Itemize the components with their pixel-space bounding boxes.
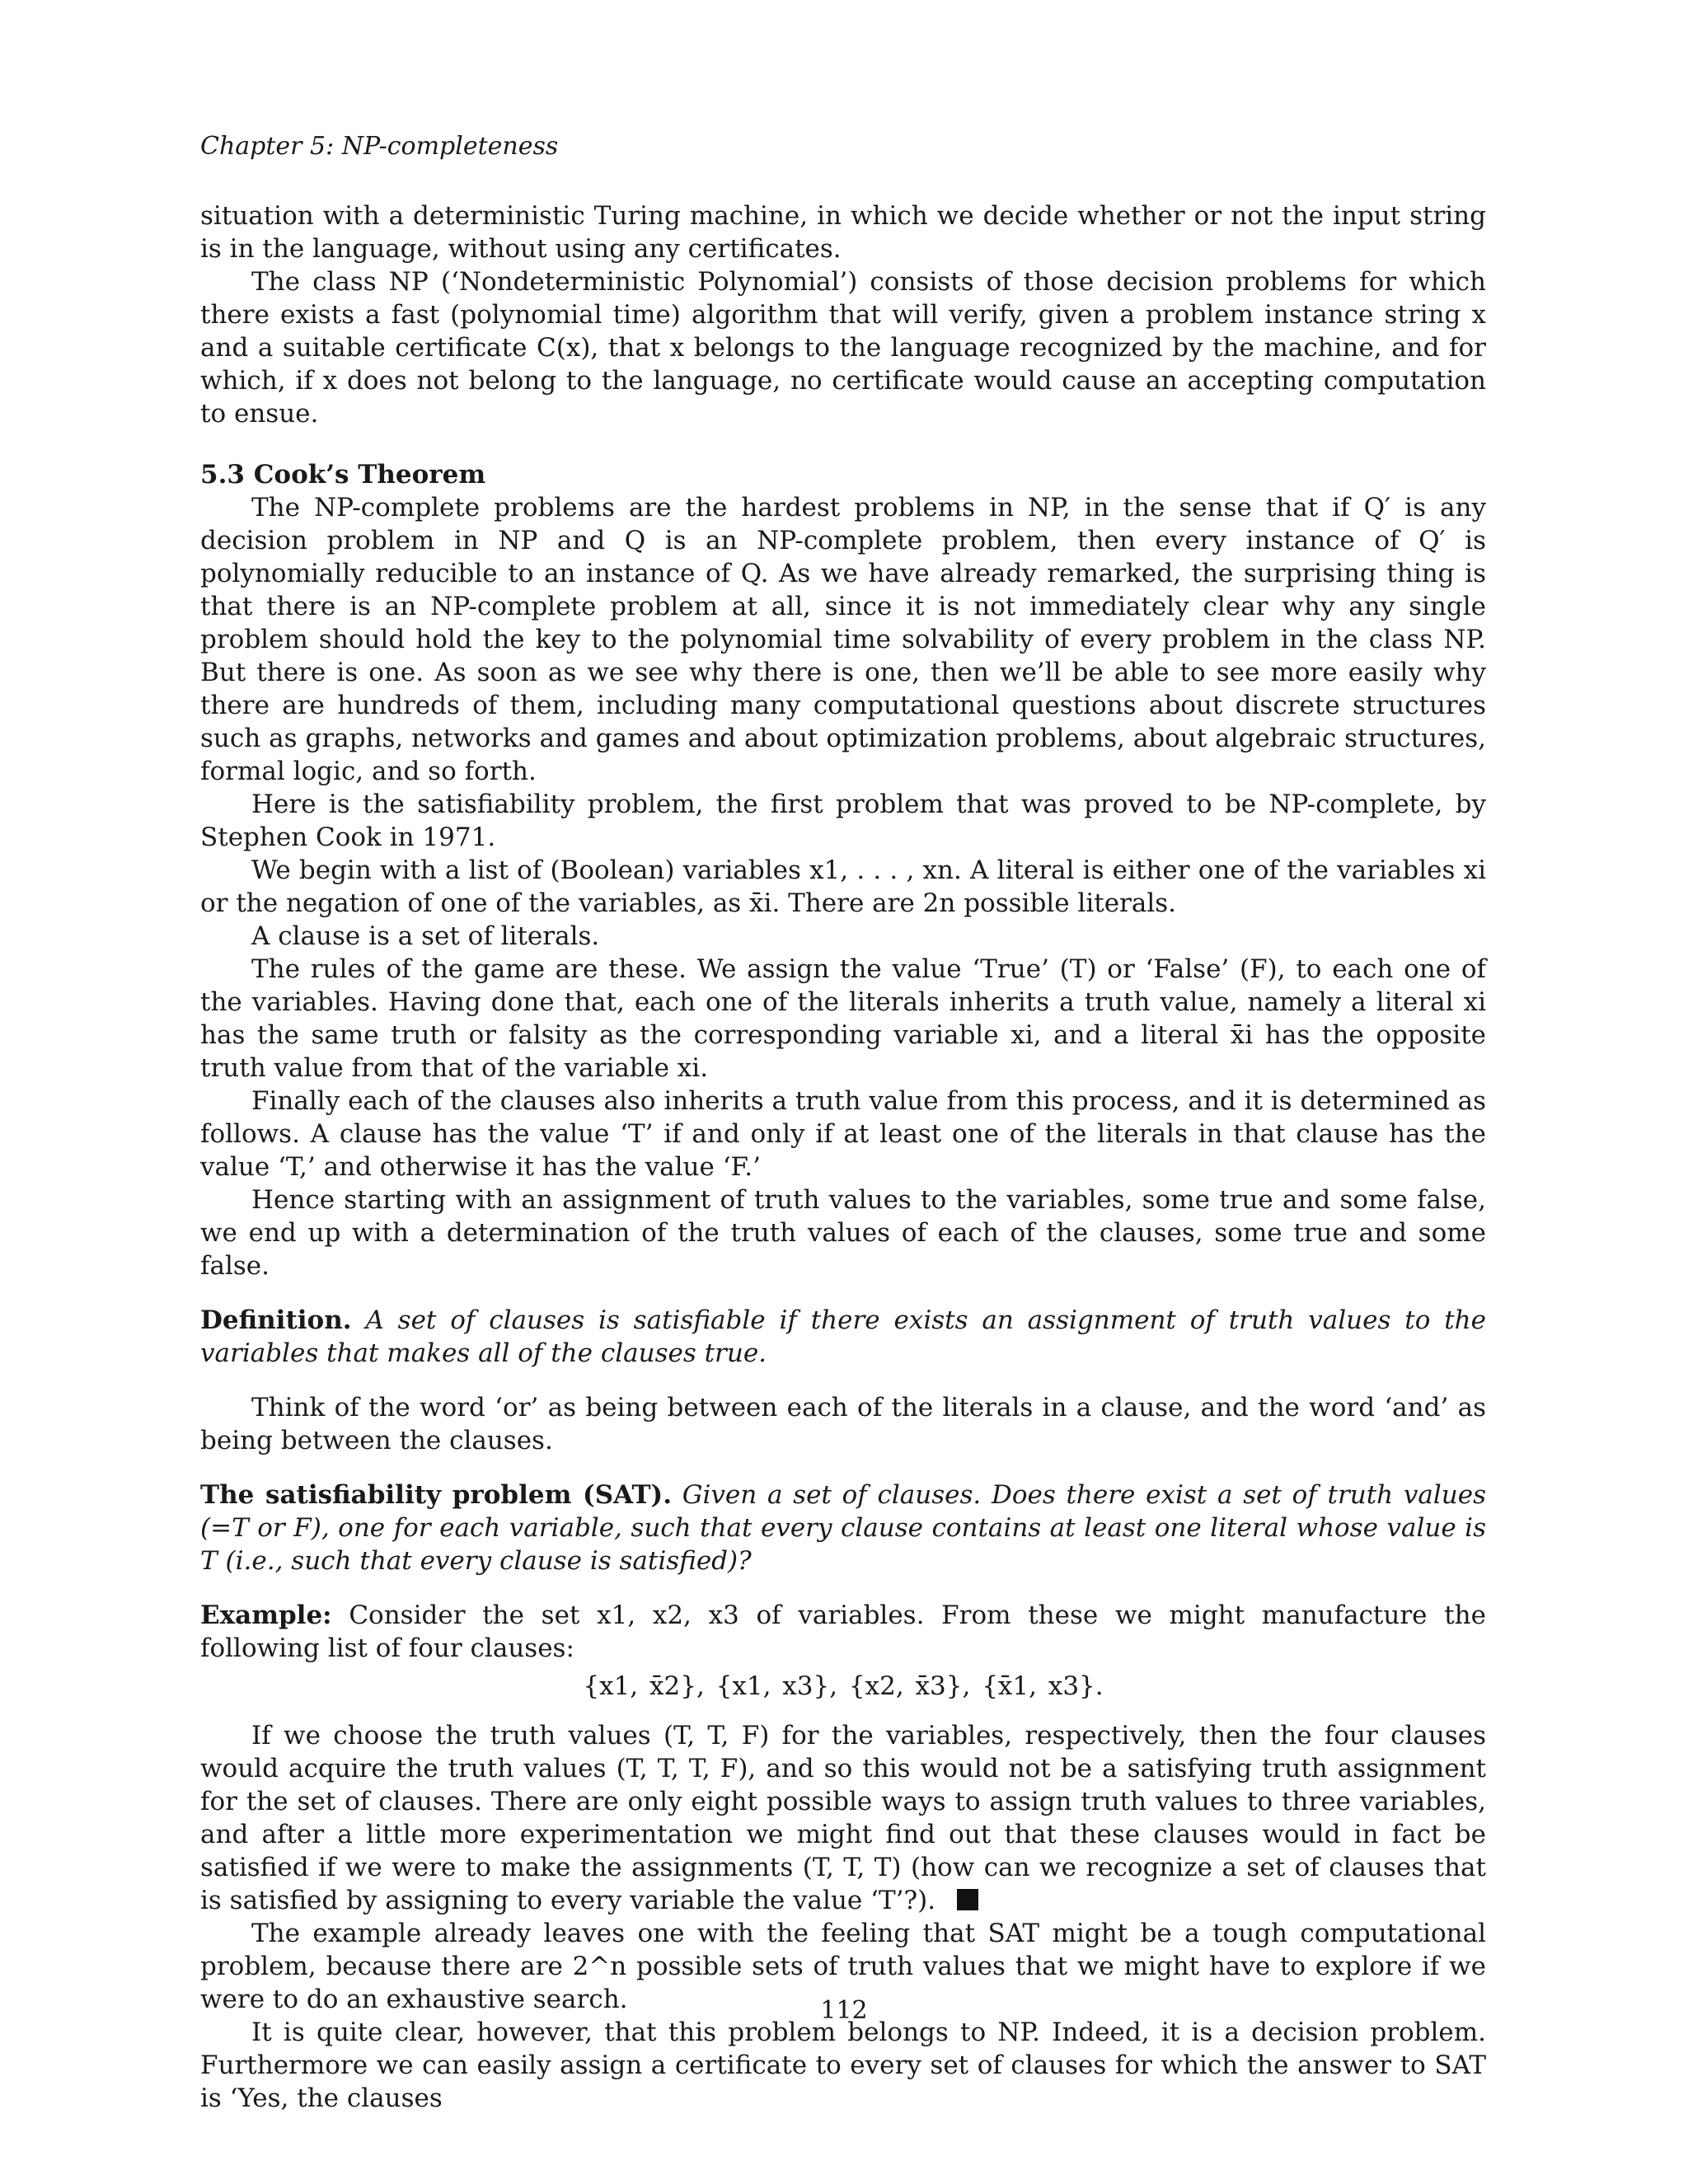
paragraph: We begin with a list of (Boolean) variables x1, . . . , xn. A literal is either one of the variables xi or the negation of one of the variables, as x̄i. There are 2n possible literals. — [200, 855, 1486, 918]
paragraph: The NP-complete problems are the hardest problems in NP, in the sense that if Q′ is any decision problem in NP and Q is an NP-complete problem, then every instance of Q′ is polynomially reducible to an instance of Q. As we have already remarked, the surprising thing is that there is an NP-complete problem at all, since it is not immediately clear why any single problem should hold the key to the polynomial time solvability of every problem in the class NP. But there is one. As soon as we see why there is one, then we’ll be able to see more easily why there are hundreds of them, including many computational questions about discrete structures such as graphs, networks and games and about optimization problems, about algebraic structures, formal logic, and so forth. — [200, 493, 1486, 786]
definition-text: A set of clauses is satisfiable if there exists an assignment of truth values to the variables that makes all of the clauses true. — [200, 1305, 1486, 1368]
paragraph: Here is the satisfiability problem, the first problem that was proved to be NP-complete, by Stephen Cook in 1971. — [200, 790, 1486, 852]
clauses-display: {x1, x̄2}, {x1, x3}, {x2, x̄3}, {x̄1, x3}. — [583, 1671, 1104, 1701]
paragraph: It is quite clear, however, that this problem belongs to NP. Indeed, it is a decision problem. Furthermore we can easily assign a certificate to every set of clauses for which the answer to SAT is ‘Yes, the clauses — [200, 2018, 1486, 2113]
paragraph: Finally each of the clauses also inherits a truth value from this process, and it is determined as follows. A clause has the value ‘T’ if and only if at least one of the literals in that clause has the value ‘T,’ and otherwise it has the value ‘F.’ — [200, 1086, 1486, 1182]
paragraph: Hence starting with an assignment of truth values to the variables, some true and some false, we end up with a determination of the truth values of each of the clauses, some true and some false. — [200, 1185, 1486, 1281]
paragraph-text: If we choose the truth values (T, T, F) for the variables, respectively, then the four clauses would acquire the truth values (T, T, T, F), and so this would not be a satisfying truth assignment for the set of clauses. There are only eight possible ways to assign truth values to three variables, and after a little more experimentation we might find out that these clauses would in fact be satisfied if we were to make the assignments (T, T, T) (how can we recognize a set of clauses that is satisfied by assigning to every variable the value ‘T’?). — [200, 1721, 1486, 1915]
paragraph-with-qed — [200, 1719, 1486, 1917]
sat-text: Given a set of clauses. Does there exist a set of truth values (=T or F), one for each variable, such that every clause contains at least one literal whose value is T (i.e., such that every clause is satisfied)? — [200, 1480, 1487, 1576]
qed-square-icon — [957, 1889, 978, 1910]
sat-problem — [200, 1479, 1486, 1577]
sat-label: The satisfiability problem (SAT). — [200, 1480, 672, 1510]
example-text: Consider the set x1, x2, x3 of variables. From these we might manufacture the following list of four clauses: — [200, 1601, 1486, 1663]
paragraph: Think of the word ‘or’ as being between each of the literals in a clause, and the word ‘and’ as being between the clauses. — [200, 1393, 1486, 1455]
definition — [200, 1304, 1486, 1370]
running-head: Chapter 5: NP-completeness — [200, 132, 559, 161]
example — [200, 1599, 1486, 1665]
paragraph: The class NP (‘Nondeterministic Polynomial’) consists of those decision problems for which there exists a fast (polynomial time) algorithm that will verify, given a problem instance string x and a suitable certificate C(x), that x belongs to the language recognized by the machine, and for which, if x does not belong to the language, no certificate would cause an accepting computation to ensue. — [200, 267, 1486, 429]
paragraph: situation with a deterministic Turing machine, in which we decide whether or not the input string is in the language, without using any certificates. — [200, 201, 1486, 264]
paragraph: The rules of the game are these. We assign the value ‘True’ (T) or ‘False’ (F), to each one of the variables. Having done that, each one of the literals inherits a truth value, namely a literal xi has the same truth or falsity as the corresponding variable xi, and a literal x̄i has the opposite truth value from that of the variable xi. — [200, 954, 1486, 1083]
example-label: Example: — [200, 1601, 332, 1630]
section-heading: 5.3 Cook’s Theorem — [200, 460, 486, 490]
page-number: 112 — [820, 1996, 868, 2025]
definition-label: Definition. — [200, 1305, 352, 1335]
body-text — [200, 199, 1486, 2115]
paragraph: The example already leaves one with the feeling that SAT might be a tough computational problem, because there are 2^n possible sets of truth values that we might have to explore if we were to do an exhaustive search. — [200, 1919, 1486, 2014]
paragraph: A clause is a set of literals. — [251, 921, 600, 951]
